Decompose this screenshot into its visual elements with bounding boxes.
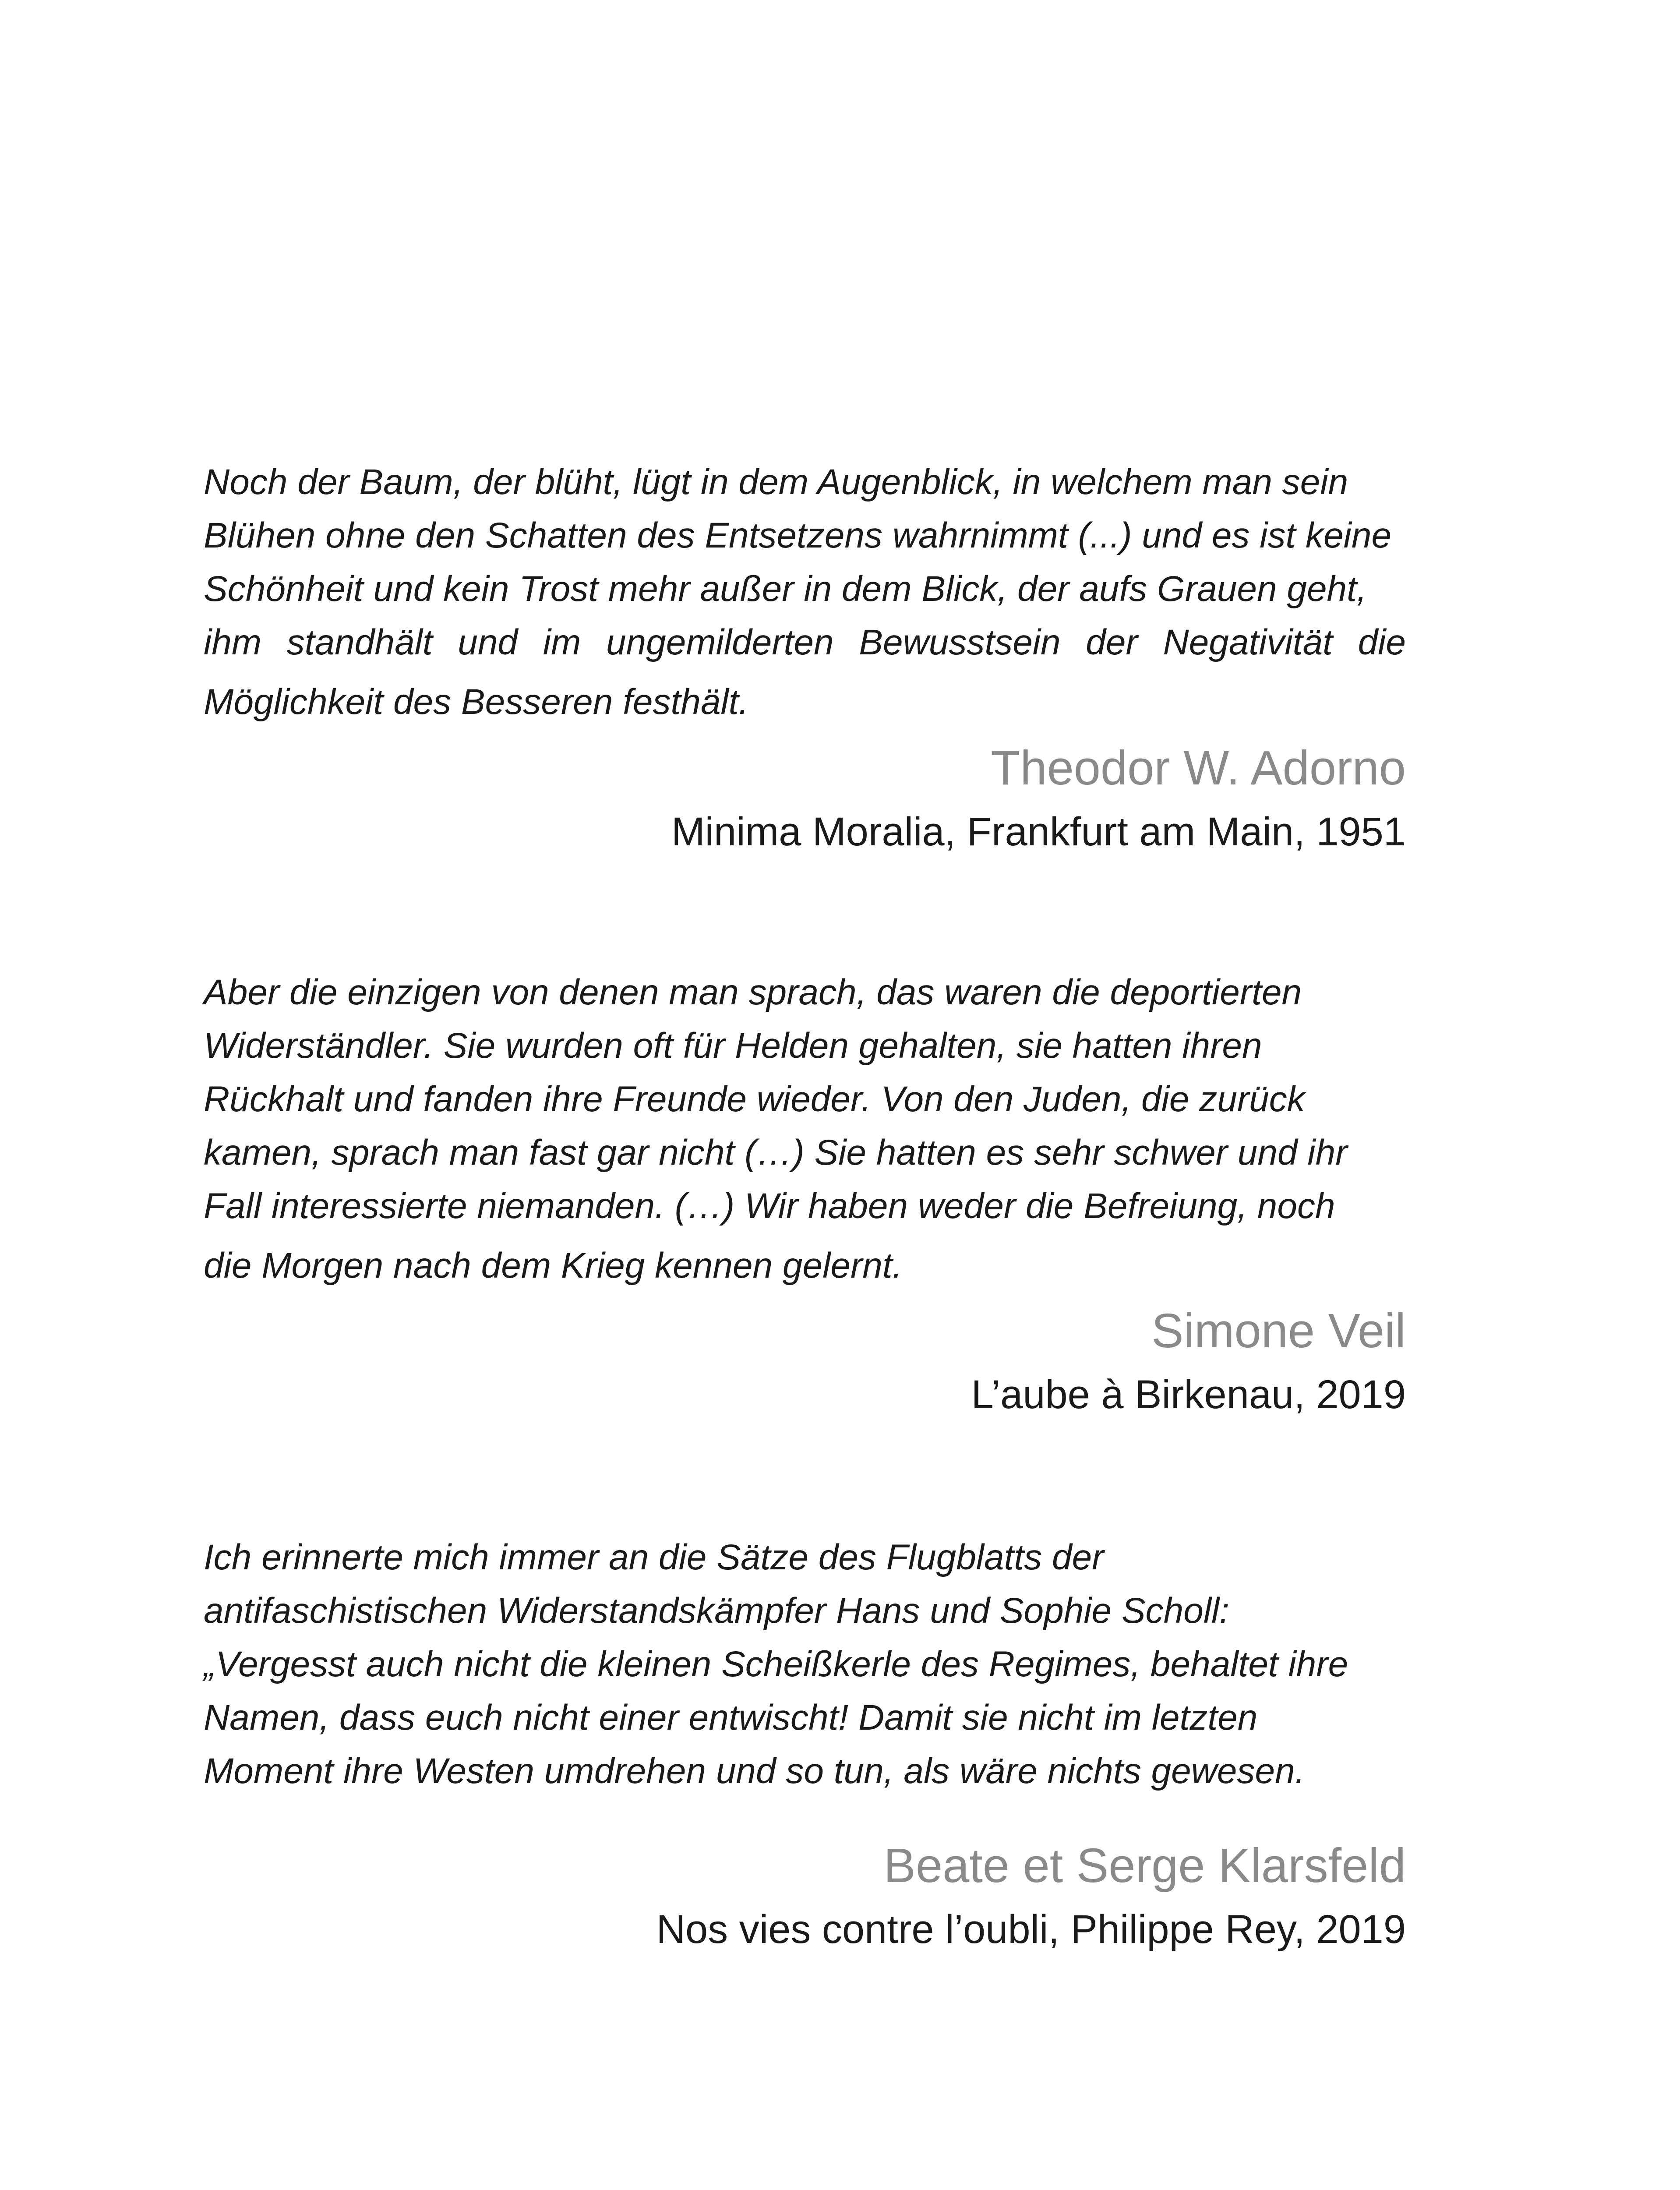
quote-author: Simone Veil <box>1151 1304 1406 1358</box>
quote-line: Aber die einzigen von denen man sprach, das waren die deportierten <box>204 972 1302 1012</box>
quote-source: L’aube à Birkenau, 2019 <box>971 1372 1406 1417</box>
quote-text <box>204 966 1406 1293</box>
quote-text <box>204 456 1406 729</box>
quote-line: Fall interessierte niemanden. (…) Wir haben weder die Befreiung, noch <box>204 1186 1335 1226</box>
quote-line: Moment ihre Westen umdrehen und so tun, als wäre nichts gewesen. <box>204 1751 1305 1791</box>
quote-line: Namen, dass euch nicht einer entwischt! Damit sie nicht im letzten <box>204 1698 1258 1738</box>
quote-author: Beate et Serge Klarsfeld <box>883 1839 1406 1893</box>
quote-line: kamen, sprach man fast gar nicht (…) Sie hatten es sehr schwer und ihr <box>204 1133 1348 1173</box>
quote-line: Ich erinnerte mich immer an die Sätze des Flugblatts der <box>204 1537 1104 1577</box>
quote-block-adorno <box>204 456 1406 865</box>
quote-text <box>204 1531 1406 1798</box>
quote-line: Möglichkeit des Besseren festhält. <box>204 682 749 722</box>
quote-source: Minima Moralia, Frankfurt am Main, 1951 <box>671 809 1406 854</box>
quote-line: antifaschistischen Widerstandskämpfer Hans und Sophie Scholl: <box>204 1591 1230 1631</box>
quote-line: die Morgen nach dem Krieg kennen gelernt. <box>204 1246 903 1286</box>
quote-author: Theodor W. Adorno <box>991 741 1406 795</box>
quote-block-veil <box>204 966 1406 1427</box>
quote-line: „Vergesst auch nicht die kleinen Scheißkerle des Regimes, behaltet ihre <box>204 1644 1348 1684</box>
quote-line: Blühen ohne den Schatten des Entsetzens wahrnimmt (...) und es ist keine <box>204 516 1392 555</box>
quote-line: Rückhalt und fanden ihre Freunde wieder. Von den Juden, die zurück <box>204 1079 1305 1119</box>
quote-source: Nos vies contre l’oubli, Philippe Rey, 2019 <box>656 1907 1406 1952</box>
quote-block-klarsfeld <box>204 1531 1406 1962</box>
quote-line: ihm standhält und im ungemilderten Bewusstsein der Negativität die <box>204 622 1406 662</box>
quote-line: Noch der Baum, der blüht, lügt in dem Augenblick, in welchem man sein <box>204 462 1348 502</box>
quote-line: Widerständler. Sie wurden oft für Helden gehalten, sie hatten ihren <box>204 1026 1262 1066</box>
quote-line: Schönheit und kein Trost mehr außer in dem Blick, der aufs Grauen geht, <box>204 569 1367 609</box>
